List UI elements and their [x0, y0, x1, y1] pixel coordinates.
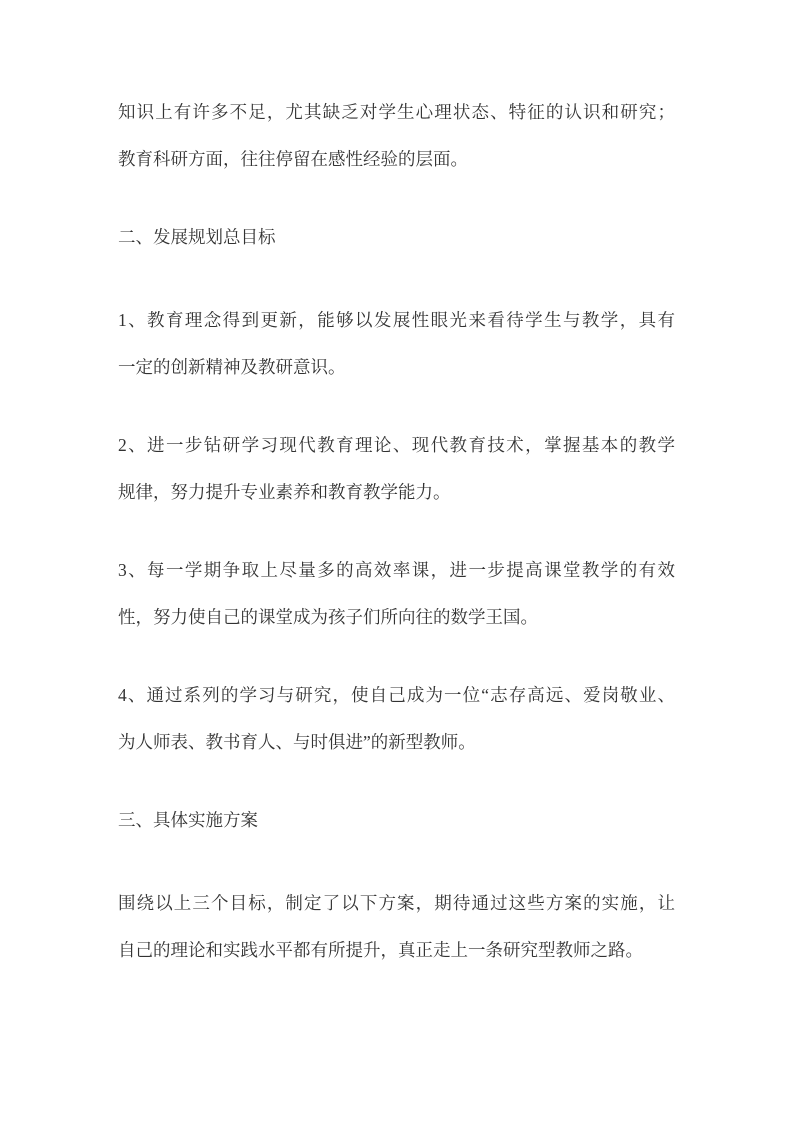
heading-text: 二、发展规划总目标	[118, 227, 276, 247]
section-heading-2	[118, 214, 675, 261]
paragraph-implementation-intro	[118, 880, 675, 974]
text-line: 一定的创新精神及教研意识。	[118, 357, 346, 377]
text-line: 3、每一学期争取上尽量多的高效率课，进一步提高课堂教学的有效	[118, 560, 675, 580]
paragraph-weaknesses	[118, 89, 675, 183]
text-line: 知识上有许多不足，尤其缺乏对学生心理状态、特征的认识和研究；	[118, 102, 675, 122]
text-line: 1、教育理念得到更新，能够以发展性眼光来看待学生与教学，具有	[118, 310, 675, 330]
paragraph-goal-1	[118, 297, 675, 391]
paragraph-goal-3	[118, 547, 675, 641]
text-line: 为人师表、教书育人、与时俱进”的新型教师。	[118, 732, 476, 752]
text-line: 围绕以上三个目标，制定了以下方案，期待通过这些方案的实施，让	[118, 893, 675, 913]
text-line: 4、通过系列的学习与研究，使自己成为一位“志存高远、爱岗敬业、	[118, 685, 675, 705]
text-line: 自己的理论和实践水平都有所提升，真正走上一条研究型教师之路。	[118, 940, 643, 960]
heading-text: 三、具体实施方案	[118, 810, 258, 830]
section-heading-3	[118, 797, 675, 844]
text-line: 规律，努力提升专业素养和教育教学能力。	[118, 482, 451, 502]
paragraph-goal-2	[118, 422, 675, 516]
paragraph-goal-4	[118, 672, 675, 766]
text-line: 2、进一步钻研学习现代教育理论、现代教育技术，掌握基本的教学	[118, 435, 675, 455]
text-line: 性，努力使自己的课堂成为孩子们所向往的数学王国。	[118, 607, 538, 627]
text-line: 教育科研方面，往往停留在感性经验的层面。	[118, 149, 468, 169]
